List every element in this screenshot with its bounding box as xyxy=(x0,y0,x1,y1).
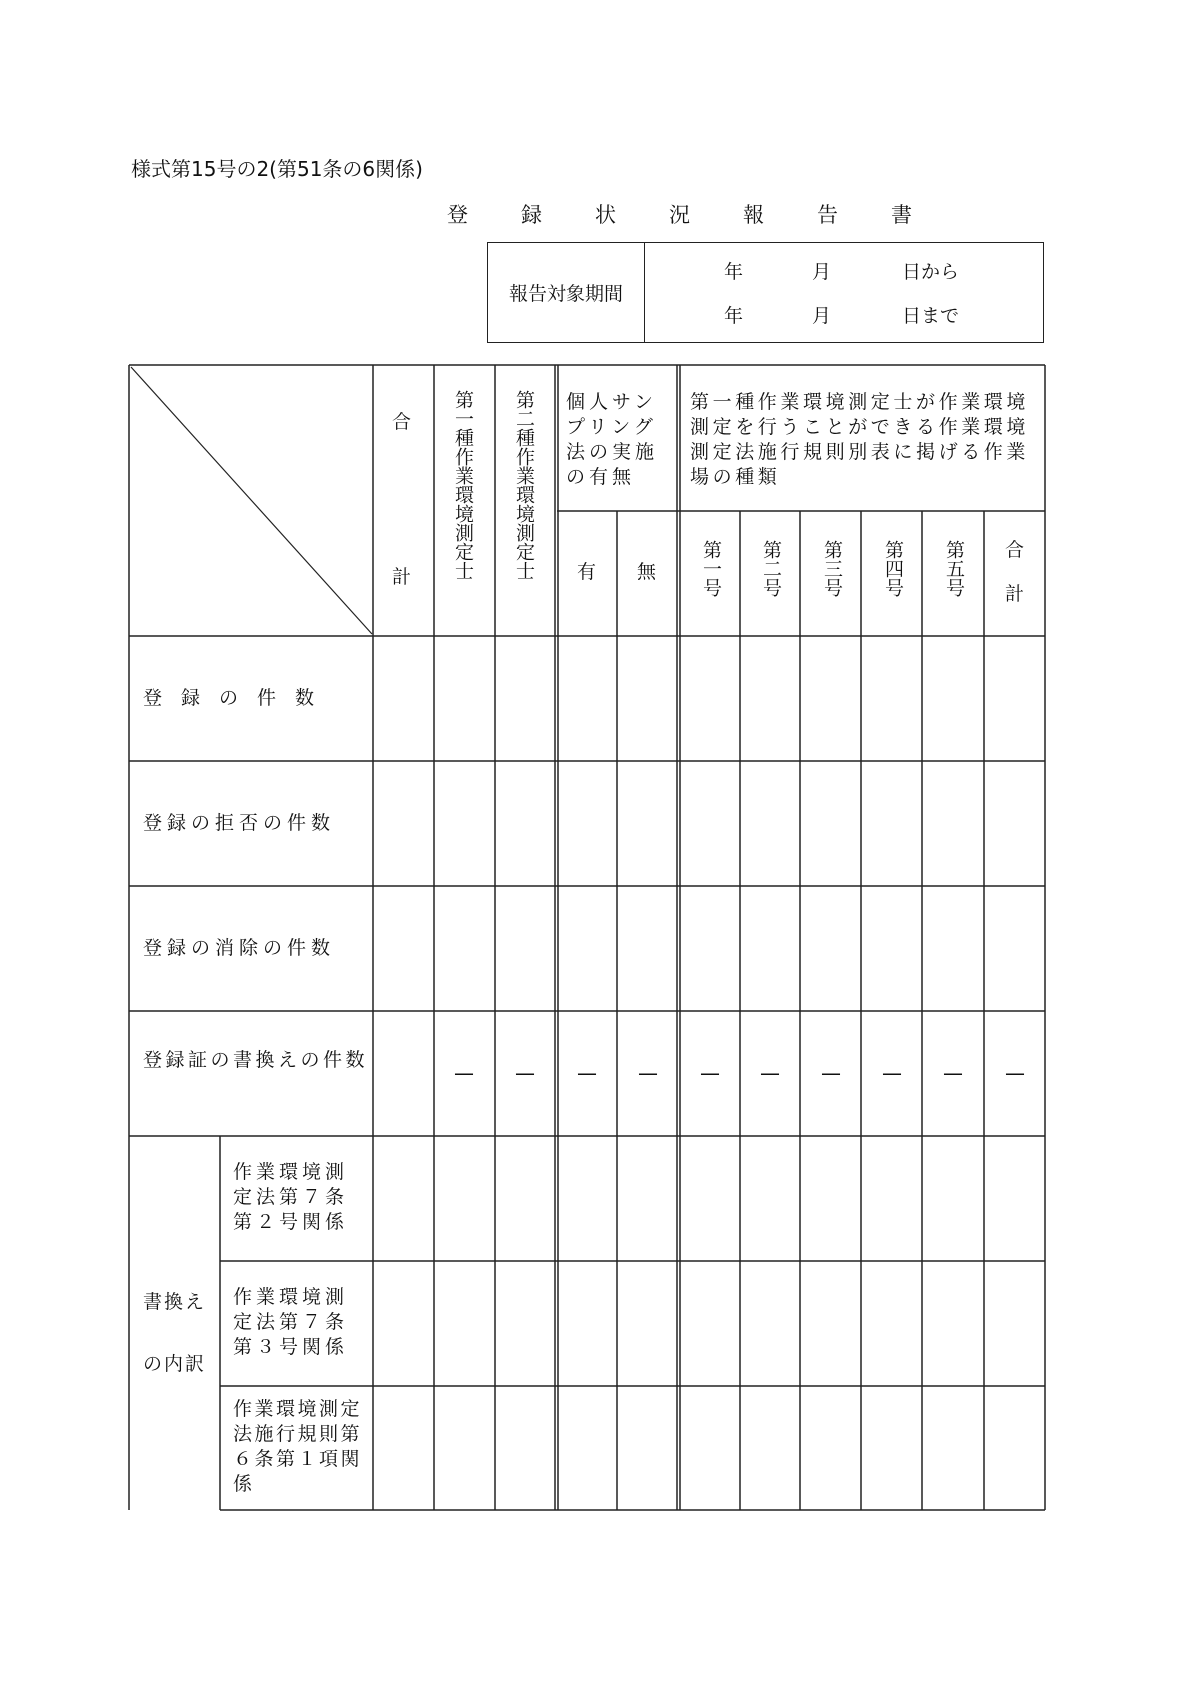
header-workplace-total-bottom: 計 xyxy=(1005,583,1029,605)
header-type2: 第二種作業環境測定士 xyxy=(513,390,535,580)
period-to-year: 年 xyxy=(724,305,744,327)
period-from-year: 年 xyxy=(724,261,744,283)
row-label-rewrites: 登録証の書換えの件数 xyxy=(143,1049,369,1071)
header-no3: 第三号 xyxy=(821,540,843,597)
period-from-day: 日から xyxy=(902,261,960,283)
dash-workplace-total: — xyxy=(1005,1061,1025,1085)
dash-no4: — xyxy=(882,1061,902,1085)
header-workplace: 第一種作業環境測定士が作業環境測定を行うことができる作業環境測定法施行規則別表に掲げる作業場の種類 xyxy=(690,391,1030,488)
document-title: 登 録 状 況 報 告 書 xyxy=(447,203,928,227)
dash-no1: — xyxy=(700,1061,720,1085)
header-workplace-total-top: 合 xyxy=(1005,539,1029,561)
form-number: 様式第15号の2(第51条の6関係) xyxy=(131,157,423,181)
header-no4: 第四号 xyxy=(882,540,904,597)
period-to-day: 日まで xyxy=(902,305,960,327)
breakdown-label-line2: の内訳 xyxy=(143,1353,207,1375)
row-label-deletions: 登録の消除の件数 xyxy=(143,937,336,959)
dash-type2: — xyxy=(515,1061,535,1085)
dash-type1: — xyxy=(454,1061,474,1085)
header-sampling: 個人サンプリング法の実施の有無 xyxy=(566,391,659,488)
header-no2: 第二号 xyxy=(760,540,782,597)
header-sampling-yes: 有 xyxy=(577,561,601,583)
dash-no5: — xyxy=(943,1061,963,1085)
dash-yes: — xyxy=(577,1061,597,1085)
header-no1: 第一号 xyxy=(700,540,722,597)
corner-diagonal xyxy=(131,367,372,634)
breakdown-item-3: 作業環境測定法施行規則第６条第１項関係 xyxy=(233,1398,363,1495)
header-total-bottom: 計 xyxy=(392,566,416,588)
header-sampling-no: 無 xyxy=(637,561,661,583)
period-to-month: 月 xyxy=(812,305,832,327)
breakdown-item-2: 作業環境測定法第７条第３号関係 xyxy=(233,1286,349,1358)
period-from-month: 月 xyxy=(812,261,832,283)
row-label-refusals: 登録の拒否の件数 xyxy=(143,812,336,834)
header-type1: 第一種作業環境測定士 xyxy=(452,390,474,580)
dash-no: — xyxy=(638,1061,658,1085)
dash-no3: — xyxy=(821,1061,841,1085)
header-no5: 第五号 xyxy=(943,540,965,597)
report-period-label: 報告対象期間 xyxy=(488,243,645,342)
breakdown-label-line1: 書換え xyxy=(143,1291,207,1313)
row-label-registrations: 登 録 の 件 数 xyxy=(143,687,315,709)
breakdown-item-1: 作業環境測定法第７条第２号関係 xyxy=(233,1161,349,1233)
dash-no2: — xyxy=(760,1061,780,1085)
header-total-top: 合 xyxy=(392,411,416,433)
